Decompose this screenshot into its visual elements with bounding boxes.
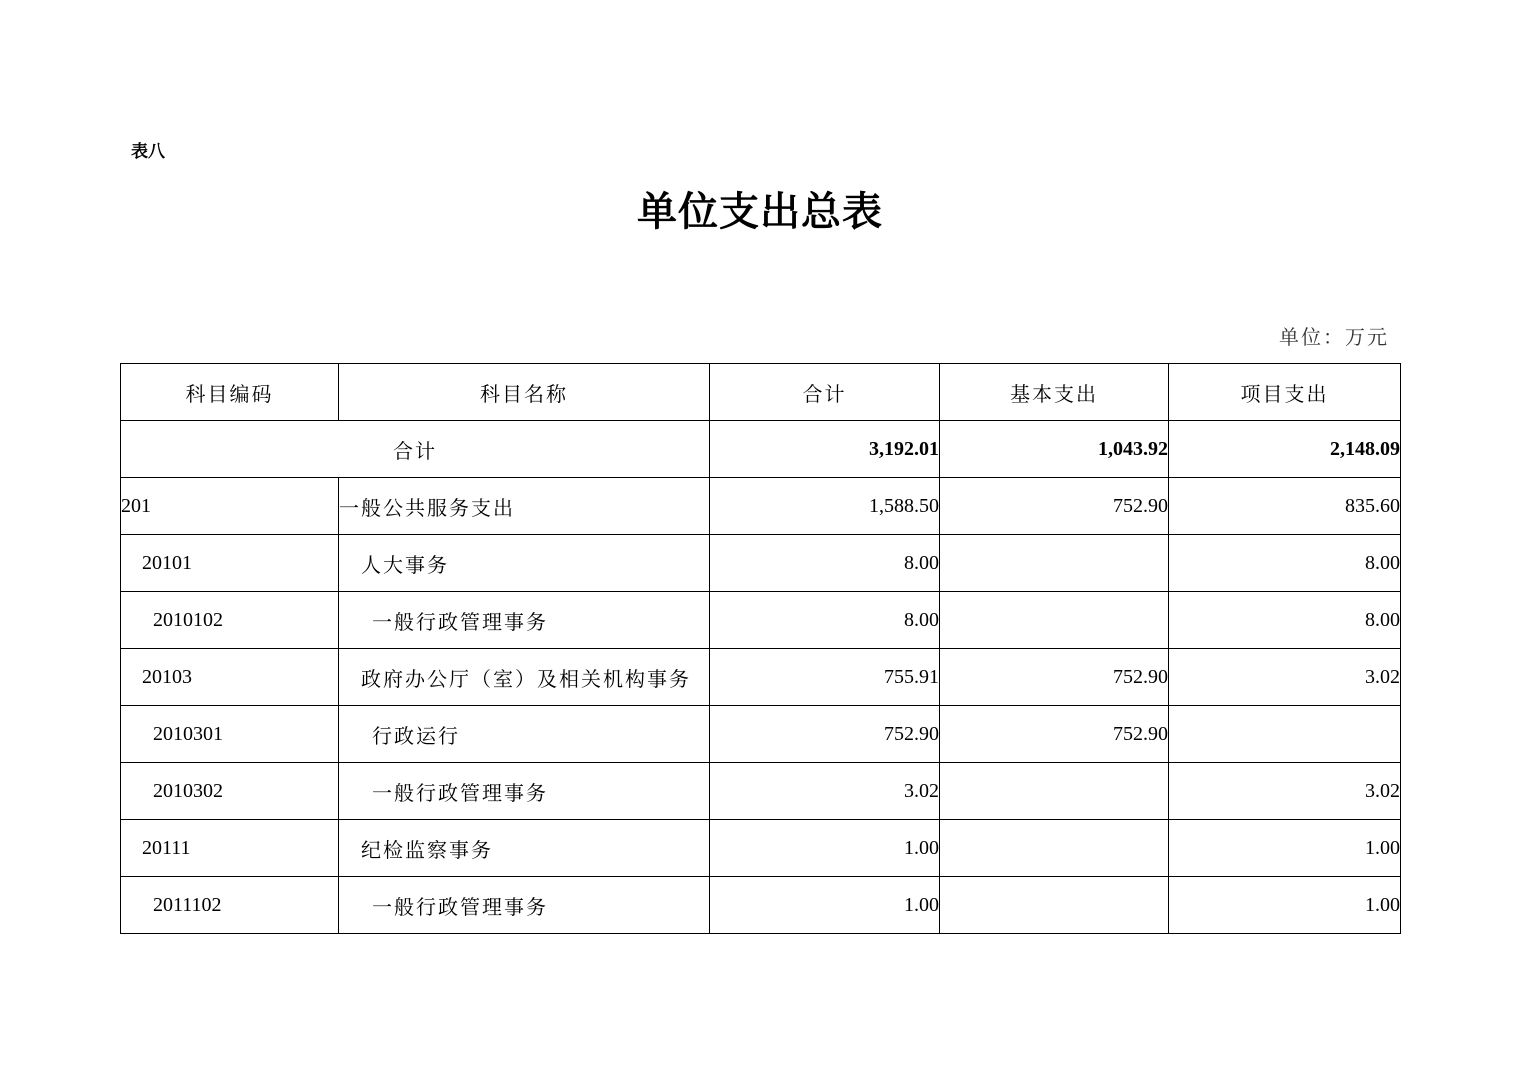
row-name: 人大事务 <box>339 535 710 592</box>
header-basic: 基本支出 <box>940 364 1169 421</box>
table-row <box>121 706 1401 763</box>
unit-label: 单位：万元 <box>1279 325 1389 349</box>
row-code: 20103 <box>121 649 339 706</box>
row-code: 201 <box>121 478 339 535</box>
row-name: 一般行政管理事务 <box>339 763 710 820</box>
row-basic <box>940 763 1169 820</box>
row-name: 政府办公厅（室）及相关机构事务 <box>339 649 710 706</box>
row-name: 纪检监察事务 <box>339 820 710 877</box>
row-basic: 752.90 <box>940 649 1169 706</box>
row-project: 3.02 <box>1169 763 1401 820</box>
row-total: 3.02 <box>710 763 940 820</box>
page-title: 单位支出总表 <box>637 188 883 235</box>
row-basic: 752.90 <box>940 706 1169 763</box>
header-name: 科目名称 <box>339 364 710 421</box>
table-row <box>121 478 1401 535</box>
row-project: 8.00 <box>1169 535 1401 592</box>
row-project <box>1169 706 1401 763</box>
row-total: 755.91 <box>710 649 940 706</box>
row-code: 2011102 <box>121 877 339 934</box>
row-total: 8.00 <box>710 535 940 592</box>
total-row <box>121 421 1401 478</box>
row-code: 20101 <box>121 535 339 592</box>
row-code: 2010102 <box>121 592 339 649</box>
table-row <box>121 877 1401 934</box>
table-row <box>121 592 1401 649</box>
row-name: 行政运行 <box>339 706 710 763</box>
table-label: 表八 <box>131 142 165 162</box>
row-project: 1.00 <box>1169 877 1401 934</box>
row-total: 1,588.50 <box>710 478 940 535</box>
row-name: 一般行政管理事务 <box>339 592 710 649</box>
table-row <box>121 820 1401 877</box>
row-name: 一般公共服务支出 <box>339 478 710 535</box>
row-project: 3.02 <box>1169 649 1401 706</box>
row-total: 1.00 <box>710 877 940 934</box>
table-row <box>121 535 1401 592</box>
total-basic: 1,043.92 <box>940 421 1169 478</box>
row-project: 835.60 <box>1169 478 1401 535</box>
row-basic <box>940 535 1169 592</box>
header-total: 合计 <box>710 364 940 421</box>
header-project: 项目支出 <box>1169 364 1401 421</box>
row-total: 752.90 <box>710 706 940 763</box>
row-code: 20111 <box>121 820 339 877</box>
row-code: 2010302 <box>121 763 339 820</box>
table-row <box>121 649 1401 706</box>
row-basic <box>940 877 1169 934</box>
header-row <box>121 364 1401 421</box>
table-row <box>121 763 1401 820</box>
row-name: 一般行政管理事务 <box>339 877 710 934</box>
row-total: 8.00 <box>710 592 940 649</box>
row-total: 1.00 <box>710 820 940 877</box>
row-basic <box>940 592 1169 649</box>
total-project: 2,148.09 <box>1169 421 1401 478</box>
row-basic: 752.90 <box>940 478 1169 535</box>
total-label: 合计 <box>121 421 710 478</box>
row-project: 8.00 <box>1169 592 1401 649</box>
header-code: 科目编码 <box>121 364 339 421</box>
row-project: 1.00 <box>1169 820 1401 877</box>
expenditure-table <box>120 363 1401 934</box>
row-code: 2010301 <box>121 706 339 763</box>
row-basic <box>940 820 1169 877</box>
total-amount: 3,192.01 <box>710 421 940 478</box>
